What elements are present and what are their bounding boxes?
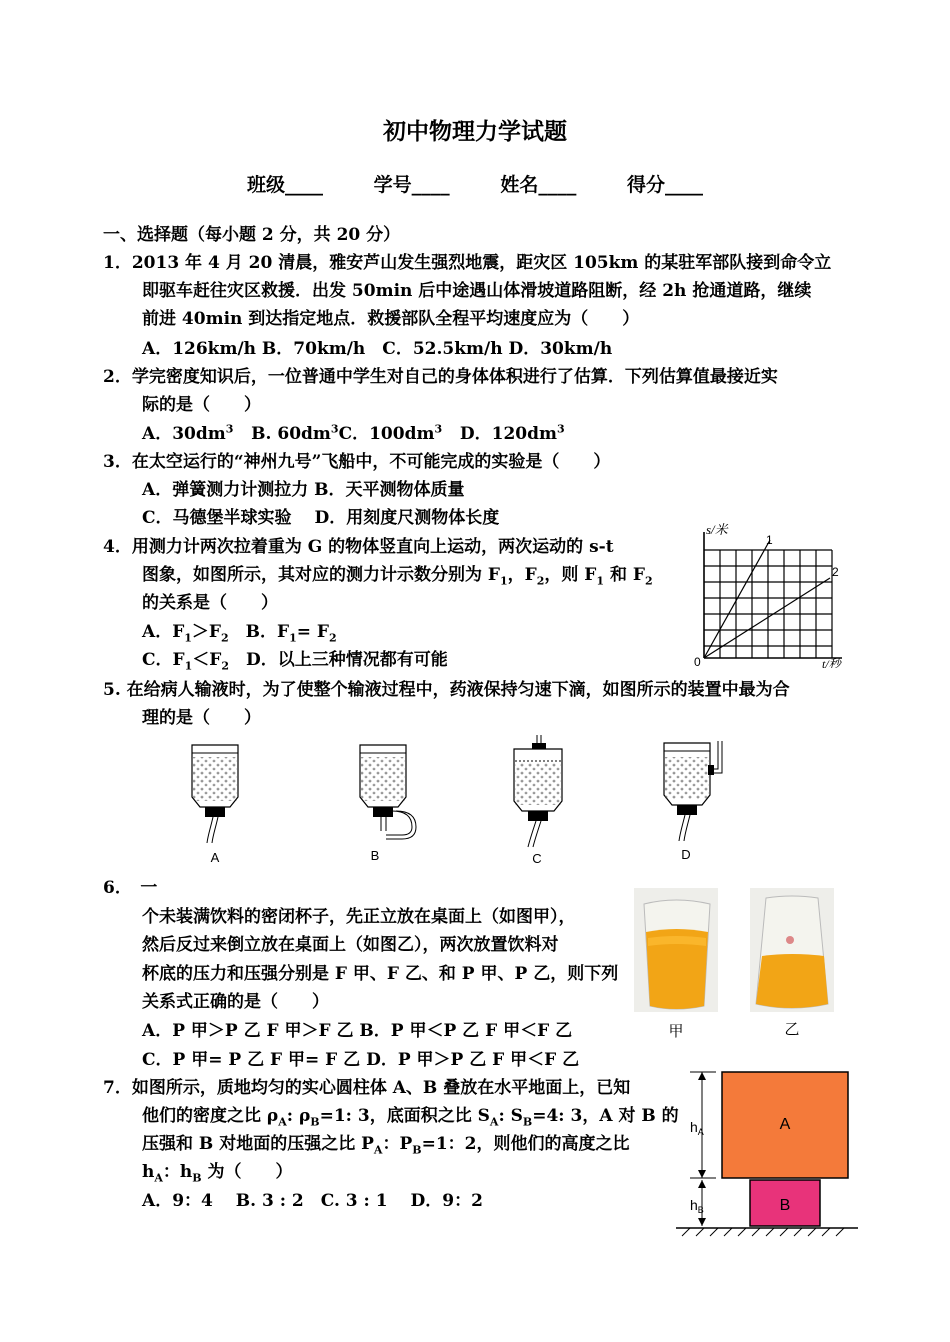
q7-options: A．9：4 B. 3 : 2 C. 3 : 1 D．9：2 bbox=[142, 1191, 483, 1211]
cup-caption-yi: 乙 bbox=[784, 1020, 800, 1038]
st-graph bbox=[692, 518, 852, 668]
q6-line3: 杯底的压力和压强分别是 F 甲、F 乙、和 P 甲、P 乙，则下列 bbox=[142, 964, 619, 984]
q4-line3: 的关系是（ ） bbox=[142, 593, 278, 613]
q6-line2: 然后反过来倒立放在桌面上（如图乙），两次放置饮料对 bbox=[142, 935, 559, 955]
graph-origin: 0 bbox=[694, 655, 701, 668]
name-field: 姓名____ bbox=[500, 174, 577, 196]
graph-line-1-label: 1 bbox=[766, 533, 773, 547]
height-b-label: $h_B$ bbox=[690, 1197, 704, 1215]
bottle-a bbox=[192, 745, 238, 843]
q6-line4: 关系式正确的是（ ） bbox=[142, 992, 329, 1012]
q2-option-d: D．120dm bbox=[459, 424, 557, 444]
q7-line4: $h_A$：$h_B$ 为（ ） bbox=[142, 1162, 293, 1185]
q4-line2: 图象，如图所示，其对应的测力计示数分别为 $F_1$，$F_2$，则 $F_1$ 和 $F_2$ bbox=[142, 565, 653, 588]
q2-options: A．$30dm^3$ B. $60dm^3C$．$100dm^3$ D．$120dm^3$ bbox=[142, 422, 565, 444]
q3-options-2: C．马德堡半球实验 D．用刻度尺测物体长度 bbox=[142, 508, 500, 528]
q1-line2: 即驱车赶往灾区救援．出发 50min 后中途遇山体滑坡道路阻断，经 2h 抢通道路，继续 bbox=[142, 281, 812, 301]
cylinders-figure bbox=[672, 1068, 862, 1238]
q3-line1: 3．在太空运行的“神州九号”飞船中，不可能完成的实验是（ ） bbox=[103, 452, 611, 472]
bottle-a-label: A bbox=[210, 850, 220, 865]
score-field: 得分____ bbox=[626, 174, 703, 196]
q5-line2: 理的是（ ） bbox=[142, 708, 261, 728]
cylinder-a-label: A bbox=[779, 1116, 791, 1133]
height-a-label: $h_A$ bbox=[690, 1119, 704, 1137]
q2-line1: 2．学完密度知识后，一位普通中学生对自己的身体体积进行了估算．下列估算值最接近实 bbox=[103, 367, 778, 387]
q4-options-1: A．$F_1>F_2$ B．$F_1= F_2$ bbox=[142, 622, 337, 645]
q2-option-c: C．100dm bbox=[338, 424, 435, 444]
infusion-bottles-figure bbox=[180, 735, 740, 875]
q2-option-a: A．30dm bbox=[142, 424, 226, 444]
q6-options-1: A．P 甲＞P 乙 F 甲＞F 乙 B．P 甲＜P 乙 F 甲＜F 乙 bbox=[142, 1021, 573, 1041]
class-field: 班级____ bbox=[247, 174, 324, 196]
q5-line1: 5. 在给病人输液时，为了使整个输液过程中，药液保持匀速下滴，如图所示的装置中最为合 bbox=[103, 680, 790, 700]
q6-number: 6． 一 bbox=[103, 878, 158, 898]
q1-line1: 1．2013 年 4 月 20 清晨，雅安芦山发生强烈地震，距灾区 105km 的某驻军部队接到命令立 bbox=[103, 253, 832, 273]
cylinder-b-label: B bbox=[779, 1197, 791, 1214]
q7-line1: 7．如图所示，质地均匀的实心圆柱体 A、B 叠放在水平地面上，已知 bbox=[103, 1078, 631, 1098]
bottle-c bbox=[514, 735, 562, 847]
bottle-b bbox=[360, 745, 416, 839]
q1-options: A．126km/h B．70km/h C．52.5km/h D．30km/h bbox=[142, 339, 613, 359]
bottle-d bbox=[664, 741, 722, 841]
q2-line2: 际的是（ ） bbox=[142, 395, 261, 415]
q3-options-1: A．弹簧测力计测拉力 B．天平测物体质量 bbox=[142, 480, 465, 500]
q6-line1: 个未装满饮料的密闭杯子，先正立放在桌面上（如图甲）， bbox=[142, 907, 576, 927]
q4-line1: 4．用测力计两次拉着重为 G 的物体竖直向上运动，两次运动的 s-t bbox=[103, 537, 614, 557]
graph-line-2-label: 2 bbox=[832, 565, 839, 579]
graph-y-label: s/米 bbox=[706, 522, 728, 537]
bottle-d-label: D bbox=[681, 847, 691, 862]
id-field: 学号____ bbox=[373, 174, 450, 196]
graph-x-label: t/秒 bbox=[822, 657, 841, 668]
q6-options-2: C．P 甲= P 乙 F 甲= F 乙 D．P 甲＞P 乙 F 甲＜F 乙 bbox=[142, 1050, 580, 1070]
cup-caption-jia: 甲 bbox=[668, 1022, 684, 1040]
q7-line3: 压强和 B 对地面的压强之比 $P_A$：$P_B=1$：2，则他们的高度之比 bbox=[142, 1134, 630, 1157]
graph-line-1 bbox=[704, 540, 770, 658]
q4-options-2: C．$F_1<F_2$ D．以上三种情况都有可能 bbox=[142, 650, 448, 673]
q2-option-b: B. 60dm bbox=[251, 424, 331, 444]
bottle-c-label: C bbox=[532, 851, 542, 866]
cup-photos bbox=[634, 888, 834, 1043]
bottle-b-label: B bbox=[370, 848, 380, 863]
section-heading: 一、选择题（每小题 2 分，共 20 分） bbox=[103, 225, 401, 245]
page-title: 初中物理力学试题 bbox=[383, 118, 567, 145]
student-info bbox=[0, 170, 950, 197]
q1-line3: 前进 40min 到达指定地点．救援部队全程平均速度应为（ ） bbox=[142, 309, 640, 329]
q7-line2: 他们的密度之比 $\rho_A$: $\rho_B=1$: 3，底面积之比 $S_A$: $S_B=4$: 3，A 对 B 的 bbox=[142, 1106, 679, 1129]
